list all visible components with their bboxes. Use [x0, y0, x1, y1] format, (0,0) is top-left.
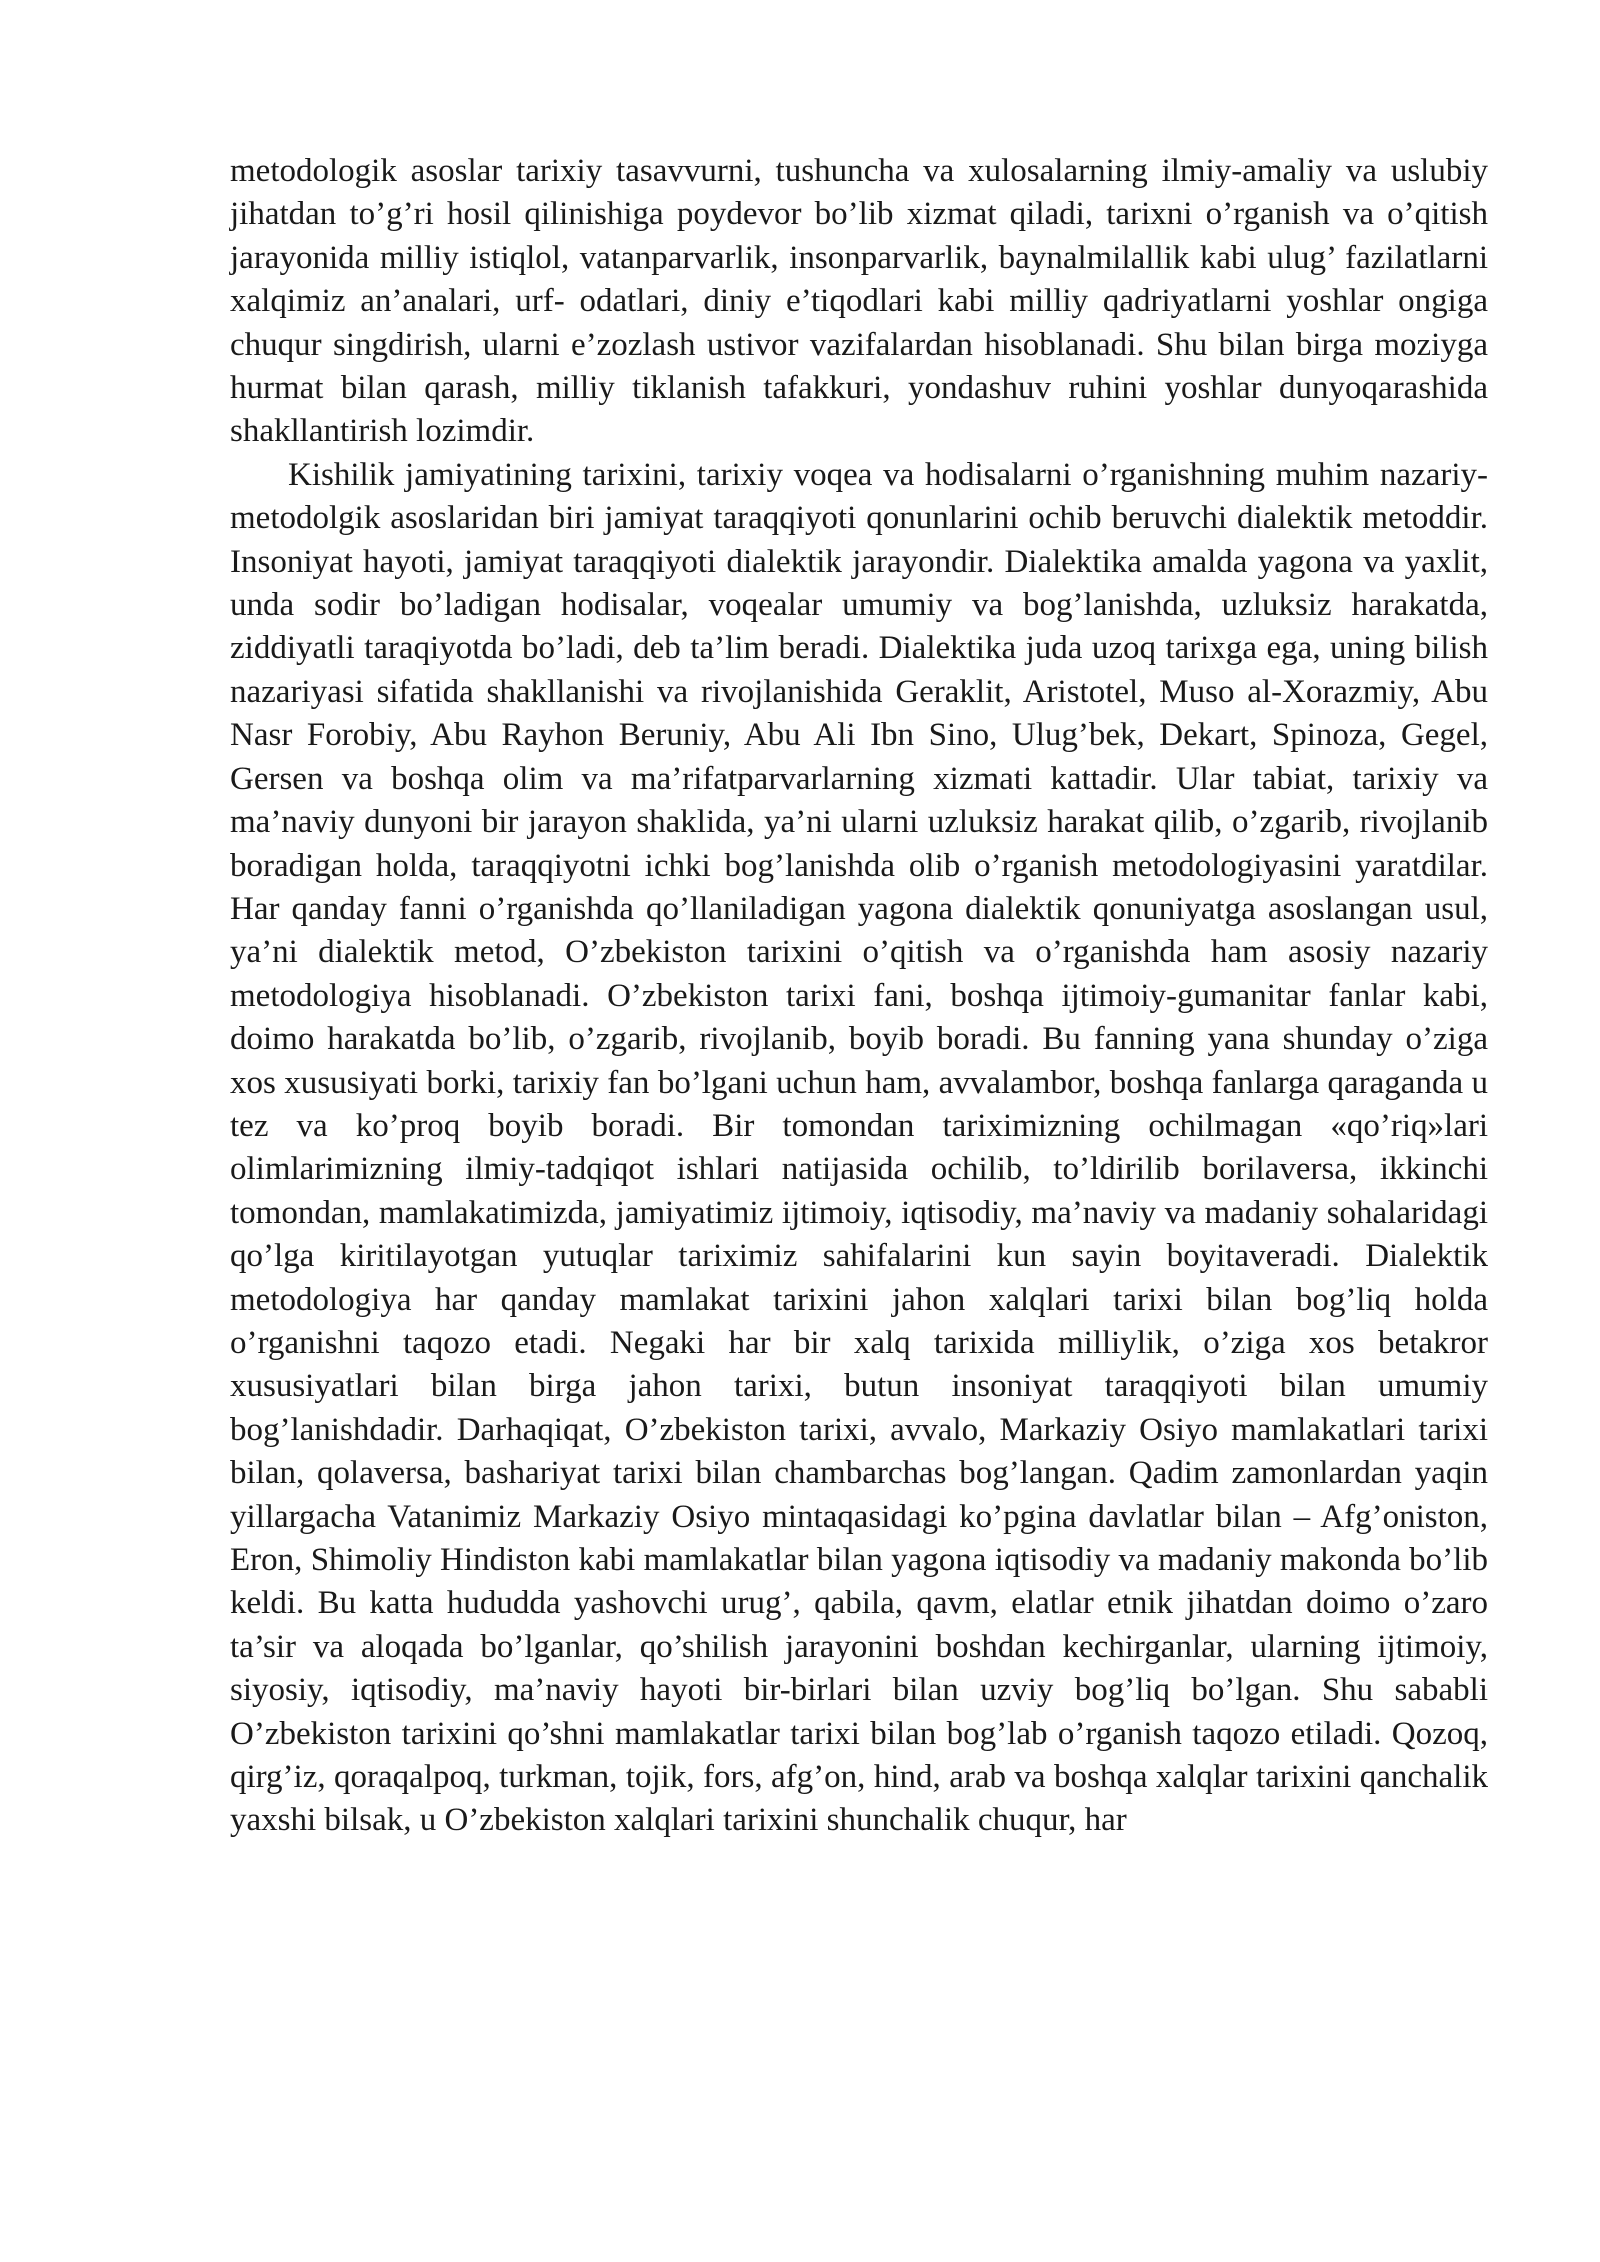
paragraph-dialectics: Kishilik jamiyatining tarixini, tarixiy voqea va hodisalarni o’rganishning muhim nazariy-metodolgik asoslaridan biri jamiyat taraqqiyoti qonunlarini ochib beruvchi dialektik metoddir. Insoniyat hayoti, jamiyat taraqqiyoti dialektik jarayondir. Dialektika amalda yagona va yaxlit, unda sodir bo’ladigan hodisalar, voqealar umumiy va bog’lanishda, uzluksiz harakatda, ziddiyatli taraqiyotda bo’ladi, deb ta’lim beradi. Dialektika juda uzoq tarixga ega, uning bilish nazariyasi sifatida shakllanishi va rivojlanishida Geraklit, Aristotel, Muso al-Xorazmiy, Abu Nasr Forobiy, Abu Rayhon Beruniy, Abu Ali Ibn Sino, Ulug’bek, Dekart, Spinoza, Gegel, Gersen va boshqa olim va ma’rifatparvarlarning xizmati kattadir. Ular tabiat, tarixiy va ma’naviy dunyoni bir jarayon shaklida, ya’ni ularni uzluksiz harakat qilib, o’zgarib, rivojlanib boradigan holda, taraqqiyotni ichki bog’lanishda olib o’rganish metodologiyasini yaratdilar. Har qanday fanni o’rganishda qo’llaniladigan yagona dialektik qonuniyatga asoslangan usul, ya’ni dialektik metod, O’zbekiston tarixini o’qitish va o’rganishda ham asosiy nazariy metodologiya hisoblanadi. O’zbekiston tarixi fani, boshqa ijtimoiy-gumanitar fanlar kabi, doimo harakatda bo’lib, o’zgarib, rivojlanib, boyib boradi. Bu fanning yana shunday o’ziga xos xususiyati borki, tarixiy fan bo’lgani uchun ham, avvalambor, boshqa fanlarga qaraganda u tez va ko’proq boyib boradi. Bir tomondan tariximizning ochilmagan «qo’riq»lari olimlarimizning ilmiy-tadqiqot ishlari natijasida ochilib, to’ldirilib borilaversa, ikkinchi tomondan, mamlakatimizda, jamiyatimiz ijtimoiy, iqtisodiy, ma’naviy va madaniy sohalaridagi qo’lga kiritilayotgan yutuqlar tariximiz sahifalarini kun sayin boyitaveradi. Dialektik metodologiya har qanday mamlakat tarixini jahon xalqlari tarixi bilan bog’liq holda o’rganishni taqozo etadi. Negaki har bir xalq tarixida milliylik, o’ziga xos betakror xususiyatlari bilan birga jahon tarixi, butun insoniyat taraqqiyoti bilan umumiy bog’lanishdadir. Darhaqiqat, O’zbekiston tarixi, avvalo, Markaziy Osiyo mamlakatlari tarixi bilan, qolaversa, bashariyat tarixi bilan chambarchas bog’langan. Qadim zamonlardan yaqin yillargacha Vatanimiz Markaziy Osiyo mintaqasidagi ko’pgina davlatlar bilan – Afg’oniston, Eron, Shimoliy Hindiston kabi mamlakatlar bilan yagona iqtisodiy va madaniy makonda bo’lib keldi. Bu katta hududda yashovchi urug’, qabila, qavm, elatlar etnik jihatdan doimo o’zaro ta’sir va aloqada bo’lganlar, qo’shilish jarayonini boshdan kechirganlar, ularning ijtimoiy, siyosiy, iqtisodiy, ma’naviy hayoti bir-birlari bilan uzviy bog’liq bo’lgan. Shu sababli O’zbekiston tarixini qo’shni mamlakatlar tarixi bilan bog’lab o’rganish taqozo etiladi. Qozoq, qirg’iz, qoraqalpoq, turkman, tojik, fors, afg’on, hind, arab va boshqa xalqlar tarixini qanchalik yaxshi bilsak, u O’zbekiston xalqlari tarixini shunchalik chuqur, har [230, 456, 1488, 1839]
paragraph-continuation: metodologik asoslar tarixiy tasavvurni, tushuncha va xulosalarning ilmiy-amaliy va uslubiy jihatdan to’g’ri hosil qilinishiga poydevor bo’lib xizmat qiladi, tarixni o’rganish va o’qitish jarayonida milliy istiqlol, vatanparvarlik, insonparvarlik, baynalmilallik kabi ulug’ fazilatlarni xalqimiz an’analari, urf- odatlari, diniy e’tiqodlari kabi milliy qadriyatlarni yoshlar ongiga chuqur singdirish, ularni e’zozlash ustivor vazifalardan hisoblanadi. Shu bilan birga moziyga hurmat bilan qarash, milliy tiklanish tafakkuri, yondashuv ruhini yoshlar dunyoqarashida shakllantirish lozimdir. [230, 153, 1488, 450]
document-page [230, 150, 1488, 1843]
